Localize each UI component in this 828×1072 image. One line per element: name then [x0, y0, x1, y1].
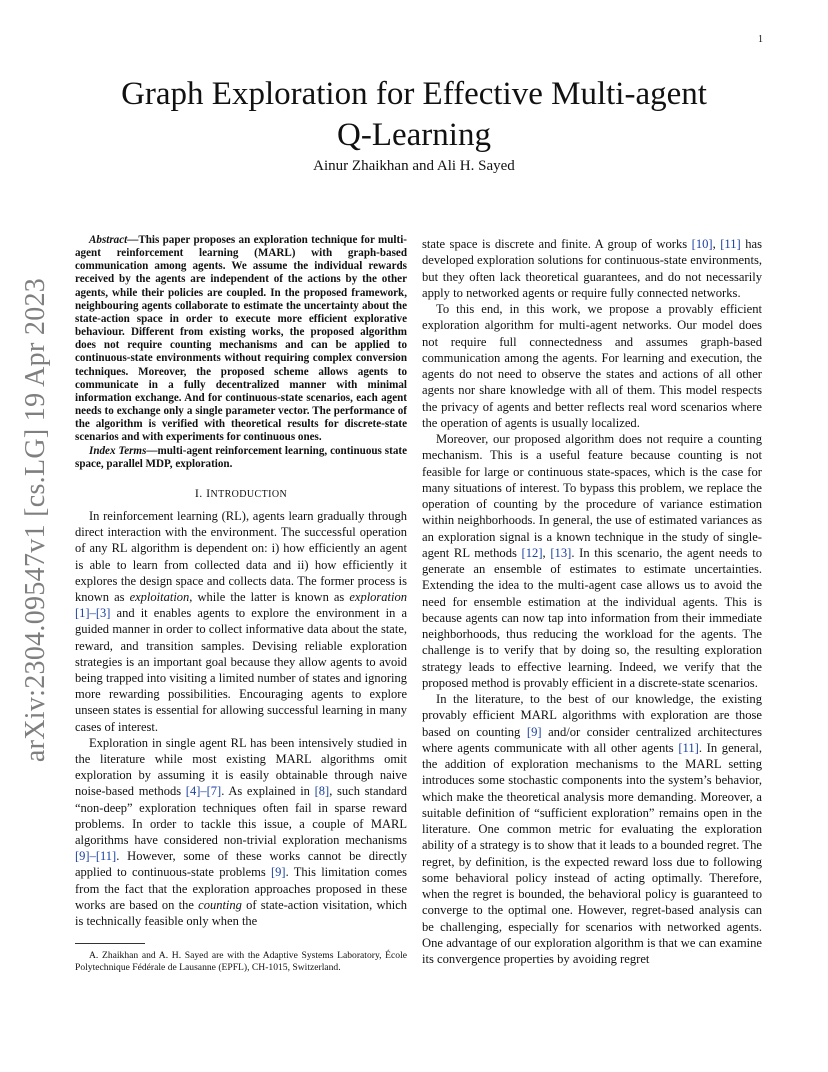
paper-title: [80, 74, 748, 156]
intro-paragraph-2: Exploration in single agent RL has been intensively studied in the literature while most existing MARL algorithms omit exploration by assuming it is easily obtainable through naive noise-based methods [4]–[7]. As explained in [8], such standard “non-deep” exploration techniques often fail in sparse reward problems. In order to tackle this issue, a couple of MARL algorithms have considered non-trivial exploration mechanisms [9]–[11]. However, some of these works cannot be directly applied to continuous-state problems [9]. This limitation comes from the fact that the exploration approaches proposed in these works are based on the counting of state-action visitation, which is technically feasible only when the: [75, 735, 408, 929]
section-heading-introduction: I. INTRODUCTION: [194, 485, 288, 500]
right-column: [422, 236, 762, 967]
citation-link[interactable]: [11]: [720, 237, 741, 251]
citation-link[interactable]: [9]: [270, 865, 286, 880]
index-terms-text: —multi-agent reinforcement learning, continuous state space, parallel MDP, exploration.: [75, 444, 407, 470]
abstract-label: Abstract: [89, 234, 128, 246]
citation-link[interactable]: [4]–[7]: [185, 784, 222, 799]
paper-authors: Ainur Zhaikhan and Ali H. Sayed: [313, 158, 515, 174]
abstract: [75, 234, 407, 445]
index-terms-label: Index Terms: [89, 444, 147, 457]
arxiv-stamp-text: arXiv:2304.09547v1 [cs.LG] 19 Apr 2023: [20, 277, 51, 763]
citation-link[interactable]: [9]: [526, 724, 542, 739]
page-number: 1: [758, 34, 763, 45]
intro-paragraph-6: In the literature, to the best of our knowledge, the existing provably efficient MARL algorithms with exploration are those based on counting [9] and/or consider centralized architectures where agents communicate with all other agents [11]. In general, the addition of exploration mechanisms to the MARL setting introduces some stochastic components into the system’s behavior, which make the theoretical analysis more demanding. Moreover, a suitable definition of “sufficient exploration” remains open in the literature. One common metric for evaluating the exploration ability of a strategy is to show that it leads to a bounded regret. The regret, by definition, is the expected reward loss due to following some behavioral policy instead of acting optimally. Therefore, when the regret is bounded, the behavioral policy is guaranteed to converge to the optimal one. However, regret-based analysis can be challenging, especially for scenarios with networked agents. One advantage of our exploration algorithm is that we can examine its convergence properties by avoiding regret: [422, 692, 762, 966]
footnote-rule: [75, 943, 145, 944]
citation-link[interactable]: [10]: [691, 237, 713, 251]
citation-link[interactable]: [9]–[11]: [75, 849, 117, 864]
arxiv-stamp: [16, 277, 56, 763]
intro-paragraph-5: Moreover, our proposed algorithm does not require a counting mechanism. This is a useful feature because counting is not feasible for large or continuous state-spaces, which is the case for many situations of interest. To bypass this problem, we replace the operation of counting by the procedure of variance estimation within neighborhoods. In general, the use of estimated variances as an exploration signal is a known technique in the study of single-agent RL methods [12], [13]. In this scenario, the agent needs to generate an ensemble of estimates to estimate uncertainties. Extending the idea to the multi-agent case allows us to avoid the need for ensemble estimation at the individual agents. This is because agents can now tap into information from their immediate neighborhoods, thus reducing the workload for the agents. The challenge is to verify that by doing so, the resulting exploration strategy leads to effective learning. Indeed, we verify that the proposed method is provably efficient in a discrete-state scenarios.: [422, 432, 762, 690]
paper-title-line2: Q-Learning: [337, 117, 491, 153]
footnote-affiliation: A. Zhaikhan and A. H. Sayed are with the Adaptive Systems Laboratory, École Polytechnique Fédérale de Lausanne (EPFL), CH-1015, Switzerland.: [75, 950, 407, 974]
paper-title-line1: Graph Exploration for Effective Multi-agent: [121, 76, 707, 112]
citation-link[interactable]: [13]: [550, 545, 572, 560]
intro-paragraph-4: To this end, in this work, we propose a provably efficient exploration algorithm for multi-agent networks. Our model does not require full connectedness and assumes graph-based communication among the agents. For learning and execution, the agents do not need to observe the states and actions of all other agents nor share knowledge with all of them. This model respects the privacy of agents and better reflects real word scenarios where the operation of agents is usually localized.: [422, 302, 762, 430]
intro-paragraph-3: state space is discrete and finite. A group of works [10], [11] has developed exploration solutions for continuous-state environments, but they often lack theoretical guarantees, and do not necessarily apply to networked agents or require fully connected networks.: [422, 237, 763, 300]
citation-link[interactable]: [11]: [678, 740, 699, 755]
citation-link[interactable]: [1]–[3]: [75, 606, 111, 621]
intro-paragraph-1: In reinforcement learning (RL), agents learn gradually through direct interaction with the environment. The successful operation of any RL algorithm is dependent on: i) how efficiently an agent is able to learn from collected data and ii) how efficiently it explores the design space and collects data. The former process is known as exploitation, while the latter is known as exploration [1]–[3] and it enables agents to explore the environment in a guided manner in order to collect informative data about the state, reward, and transition samples. Devising reliable exploration strategies is an important goal because they allow agents to avoid being trapped into visiting a limited number of states and ignoring more rewarding possibilities. Encouraging agents to explore unseen states is essential for allowing successful learning in many cases of interest.: [75, 509, 407, 734]
citation-link[interactable]: [8]: [314, 784, 330, 799]
left-column: [75, 234, 407, 974]
citation-link[interactable]: [12]: [521, 545, 543, 560]
index-terms: [75, 445, 407, 471]
abstract-text: —This paper proposes an exploration technique for multi-agent reinforcement learning (MARL) with graph-based communication among agents. We assume the individual rewards received by the agents are independent of the actions by the other agents, while their policies are coupled. In the proposed framework, neighbouring agents collaborate to estimate the uncertainty about the state-action space in order to execute more efficient explorative behaviour. Different from existing works, the proposed algorithm does not require counting mechanisms and can be applied to continuous-state environments without requiring complex conversion techniques. Moreover, the proposed scheme allows agents to communicate in a fully decentralized manner with minimal information exchange. And for continuous-state scenarios, each agent needs to exchange only a single parameter vector. The performance of the algorithm is verified with theoretical results for discrete-state scenarios and with experiments for continuous ones.: [75, 234, 407, 444]
